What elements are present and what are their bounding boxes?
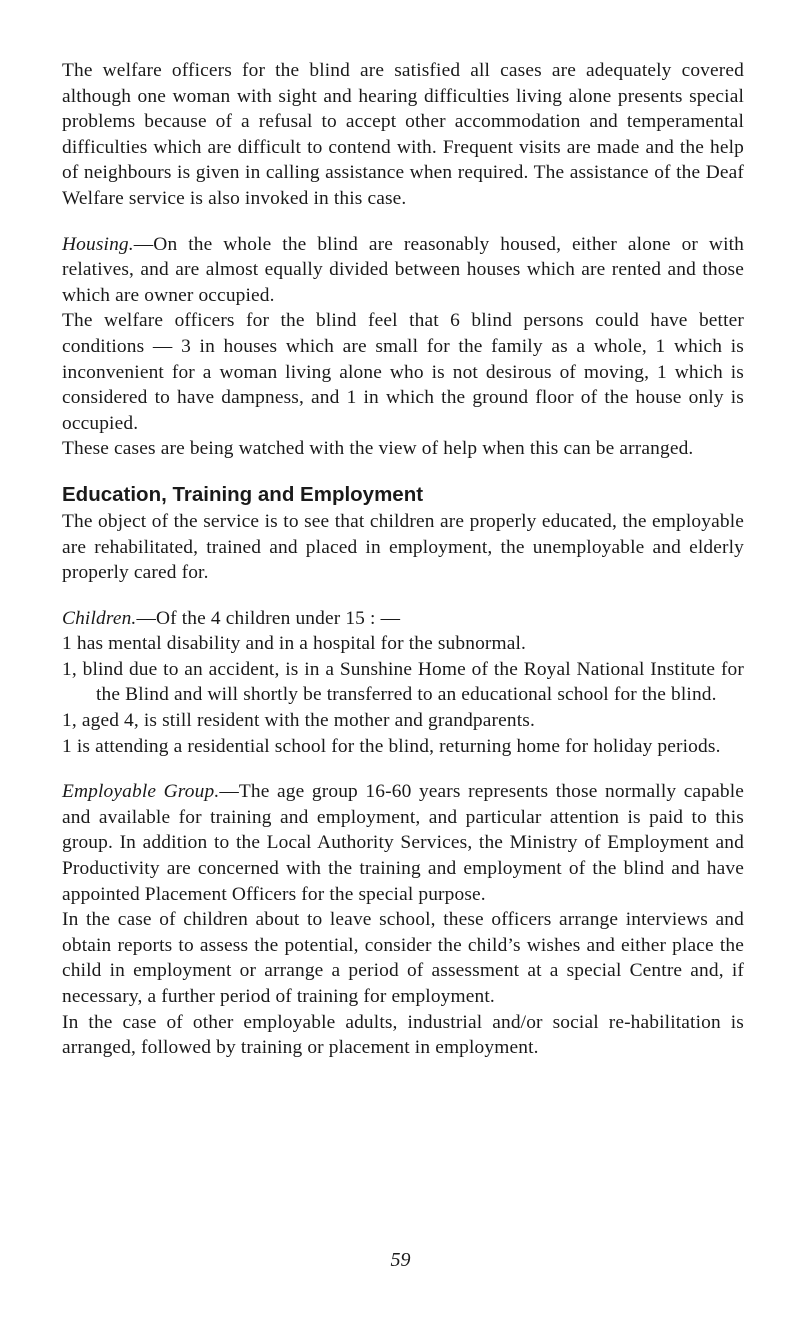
employable-text: —The age group 16-60 years represents those normally capable and available for training and employment, and particular attention is paid to this group. In addition to the Local Authority Services, the Ministry of Employment and Productivity are concerned with the training and employment of the blind and have appointed Placement Officers for the special purpose. [62,781,744,905]
housing-paragraph [62,232,744,309]
housing-text: —On the whole the blind are reasonably housed, either alone or with relatives, and are almost equally divided between houses which are rented and those which are owner occupied. [62,233,744,306]
employable-paragraph-3: In the case of other employable adults, industrial and/or social re-habilitation is arranged, followed by training or placement in employment. [62,1011,744,1059]
children-list [62,631,744,759]
children-paragraph [62,606,744,632]
employable-paragraph-2: In the case of children about to leave school, these officers arrange interviews and obtain reports to assess the potential, consider the child’s wishes and either place the child in employment or arrange a period of assessment at a special Centre and, if necessary, a further period of training for employment. [62,909,744,1007]
housing-paragraph-2: The welfare officers for the blind feel that 6 blind persons could have better conditions — 3 in houses which are small for the family as a whole, 1 which is inconvenient for a woman living alone who is not desirous of moving, 1 which is considered to have dampness, and 1 in which the ground floor of the house only is occupied. [62,310,744,434]
education-intro: The object of the service is to see that children are properly educated, the employable are rehabilitated, trained and placed in employment, the unemployable and elderly properly cared for. [62,510,744,584]
list-item: 1, blind due to an accident, is in a Sunshine Home of the Royal National Institute for the Blind and will shortly be transferred to an educational school for the blind. [62,658,744,706]
employable-heading: Employable Group. [62,781,220,803]
page-number: 59 [390,1249,411,1271]
employable-paragraph [62,779,744,907]
list-item: 1, aged 4, is still resident with the mother and grandparents. [62,710,535,732]
document-page [62,58,744,1061]
housing-paragraph-3: These cases are being watched with the view of help when this can be arranged. [62,438,694,460]
children-heading: Children. [62,607,137,629]
opening-paragraph: The welfare officers for the blind are satisfied all cases are adequately covered although one woman with sight and hearing difficulties living alone presents special problems because of a refusal to accept other accommodation and temperamental difficulties which are difficult to contend with. Frequent visits are made and the help of neighbours is given in calling assistance when required. The assistance of the Deaf Welfare service is also invoked in this case. [62,60,744,209]
housing-heading: Housing. [62,233,134,255]
section-heading-education: Education, Training and Employment [62,482,424,506]
list-item: 1 has mental disability and in a hospital for the subnormal. [62,633,527,655]
children-text: —Of the 4 children under 15 : — [136,607,401,629]
list-item: 1 is attending a residential school for the blind, returning home for holiday periods. [62,735,721,757]
